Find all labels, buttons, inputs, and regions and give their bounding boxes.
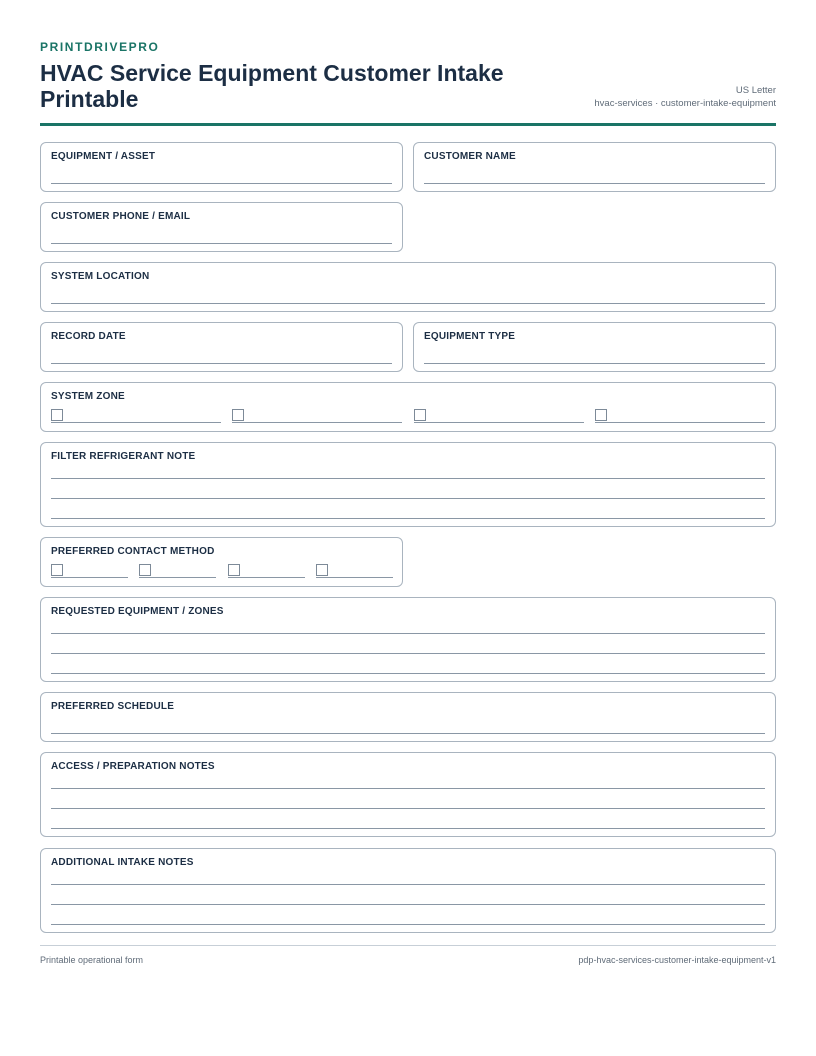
field-customer-phone-email (40, 202, 403, 252)
form-footer (40, 945, 776, 965)
field-additional-intake-notes (40, 848, 776, 933)
page-title: HVAC Service Equipment Customer Intake Printable (40, 60, 504, 112)
write-line[interactable] (51, 828, 765, 829)
footer-description: Printable operational form (40, 955, 144, 965)
field-filter-refrigerant-note (40, 442, 776, 527)
field-label: ADDITIONAL INTAKE NOTES (51, 857, 194, 868)
write-line[interactable] (51, 303, 765, 304)
field-label: PREFERRED CONTACT METHOD (51, 546, 215, 557)
field-equipment-asset (40, 142, 403, 192)
field-customer-name (413, 142, 776, 192)
field-equipment-type (413, 322, 776, 372)
field-access-preparation-notes (40, 752, 776, 837)
field-label: REQUESTED EQUIPMENT / ZONES (51, 606, 224, 617)
write-line[interactable] (424, 183, 765, 184)
field-label: CUSTOMER NAME (424, 151, 516, 162)
write-line[interactable] (51, 498, 765, 499)
zone-option-1 (51, 409, 221, 423)
write-line[interactable] (51, 788, 765, 789)
field-requested-equipment-zones (40, 597, 776, 682)
field-label: CUSTOMER PHONE / EMAIL (51, 211, 191, 222)
form-category: hvac-services · customer-intake-equipment (594, 98, 776, 109)
zone-option-2 (232, 409, 402, 423)
contact-option-2 (139, 564, 216, 578)
checkbox[interactable] (228, 564, 240, 576)
field-label: SYSTEM LOCATION (51, 271, 150, 282)
checkbox[interactable] (232, 409, 244, 421)
checkbox[interactable] (139, 564, 151, 576)
footer-form-id: pdp-hvac-services-customer-intake-equipment-v1 (578, 955, 776, 965)
form-page (40, 40, 776, 126)
field-label: EQUIPMENT / ASSET (51, 151, 156, 162)
field-label: SYSTEM ZONE (51, 391, 125, 402)
paper-size: US Letter (735, 85, 776, 96)
form-meta (594, 84, 776, 110)
field-preferred-schedule (40, 692, 776, 742)
write-line[interactable] (51, 924, 765, 925)
write-line[interactable] (51, 733, 765, 734)
brand-name: PRINTDRIVEPRO (40, 40, 160, 54)
write-line[interactable] (51, 518, 765, 519)
write-line[interactable] (51, 673, 765, 674)
write-line[interactable] (51, 884, 765, 885)
write-line[interactable] (51, 808, 765, 809)
write-line[interactable] (51, 904, 765, 905)
write-line[interactable] (51, 183, 392, 184)
zone-option-3 (414, 409, 584, 423)
checkbox[interactable] (51, 409, 63, 421)
write-line[interactable] (51, 653, 765, 654)
field-label: RECORD DATE (51, 331, 126, 342)
field-system-zone (40, 382, 776, 432)
contact-option-4 (316, 564, 393, 578)
contact-option-3 (228, 564, 305, 578)
checkbox[interactable] (414, 409, 426, 421)
contact-option-1 (51, 564, 128, 578)
checkbox[interactable] (51, 564, 63, 576)
field-label: PREFERRED SCHEDULE (51, 701, 175, 712)
checkbox[interactable] (316, 564, 328, 576)
write-line[interactable] (51, 363, 392, 364)
zone-option-4 (595, 409, 765, 423)
field-label: FILTER REFRIGERANT NOTE (51, 451, 196, 462)
write-line[interactable] (51, 243, 392, 244)
checkbox[interactable] (595, 409, 607, 421)
field-record-date (40, 322, 403, 372)
write-line[interactable] (51, 478, 765, 479)
write-line[interactable] (51, 633, 765, 634)
field-label: EQUIPMENT TYPE (424, 331, 516, 342)
field-system-location (40, 262, 776, 312)
write-line[interactable] (424, 363, 765, 364)
form-header (40, 40, 776, 126)
field-preferred-contact-method (40, 537, 403, 587)
field-label: ACCESS / PREPARATION NOTES (51, 761, 215, 772)
